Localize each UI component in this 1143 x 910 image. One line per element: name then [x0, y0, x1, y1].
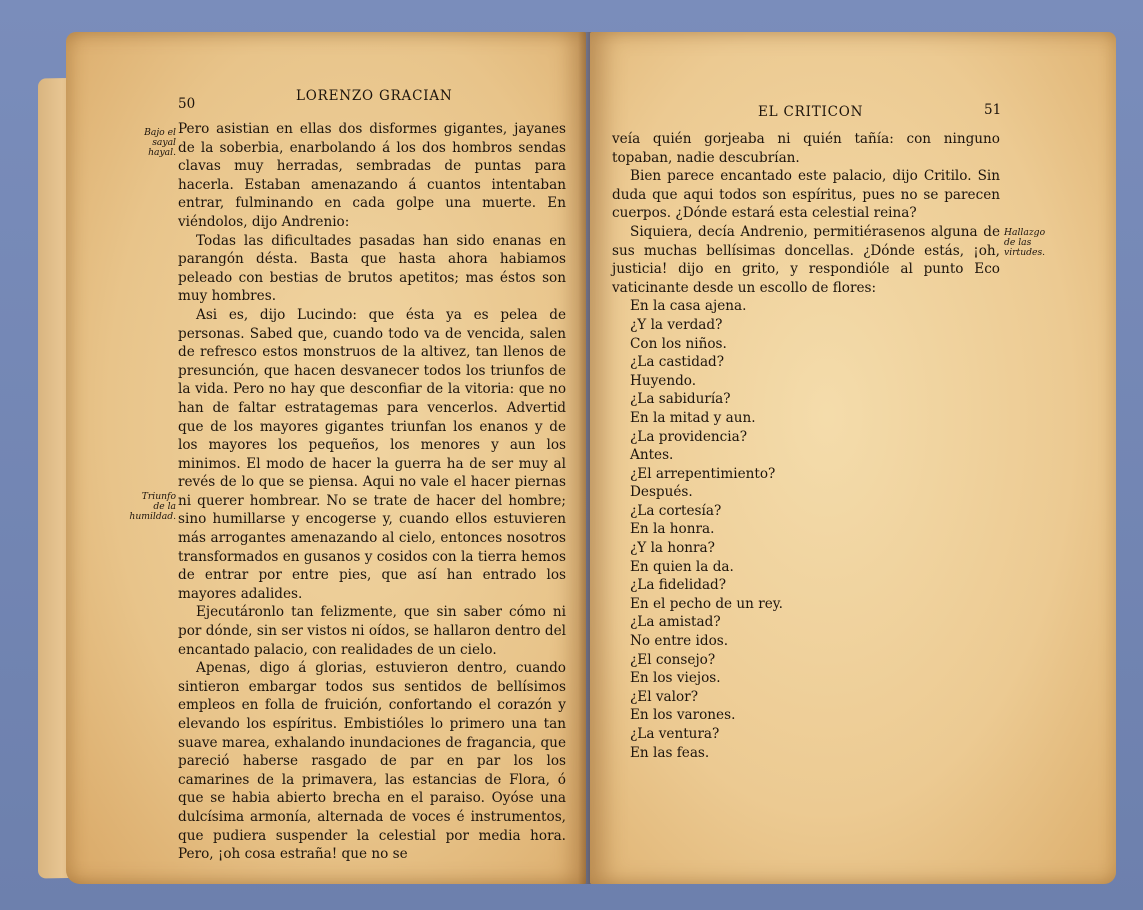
- dialog-line: En los viejos.: [630, 670, 721, 687]
- margin-note-bajo-el-sayal: Bajo el sayal hayal.: [144, 127, 176, 158]
- dialog-line: Después.: [630, 484, 693, 501]
- open-book: [18, 18, 1130, 890]
- dialog-line: ¿La ventura?: [630, 726, 720, 742]
- dialog-line: En el pecho de un rey.: [630, 595, 783, 612]
- paragraph: Asi es, dijo Lucindo: que ésta ya es pelea de personas. Sabed que, cuando todo va de vencida, salen de refresco estos monstruos de la altivez, tan llenos de presunción, que hacen desvanecer todos los triunfos de la vida. Pero no hay que desconfiar de la vitoria: que no han de faltar estratagemas para vencerlos. Advertid que de los mayores gigantes triunfan los enanos y de los mayores los pequeños, los menores y aun los minimos. El modo de hacer la guerra ha de ser muy al revés de lo que se piensa. Aqui no vale el hacer piernas ni querer hombrear. No se trate de hacer del hombre; sino humillarse y encogerse y, cuando ellos estuvieren más arrogantes amenazando al cielo, entonces nosotros transformados en gusanos y cosidos con la tierra hemos de entrar por entre pies, que así han entrado los mayores adalides.: [178, 306, 566, 602]
- right-running-head: EL CRITICON: [758, 104, 864, 120]
- paragraph: Pero asistian en ellas dos disformes gigantes, jayanes de la soberbia, enarbolando á los dos hombros sendas clavas muy herradas, sembradas de puntas para hacerla. Estaban amenazando á cuantos intentaban entrar, fulminando en cada golpe una muerte. En viéndolos, dijo Andrenio:: [178, 121, 566, 230]
- dialog-line: ¿La providencia?: [630, 428, 748, 445]
- left-page: [66, 32, 586, 884]
- dialog-line: Con los niños.: [630, 335, 727, 352]
- paragraph: Bien parece encantado este palacio, dijo Critilo. Sin duda que aqui todos son espíritus, pues no se parecen cuerpos. ¿Dónde estará esta celestial reina?: [612, 168, 1000, 222]
- dialog-line: Antes.: [630, 447, 674, 464]
- margin-note-hallazgo: Hallazgo de las virtudes.: [1004, 227, 1046, 258]
- dialog-line: En quien la da.: [630, 558, 734, 575]
- dialog-line: ¿Y la verdad?: [630, 316, 723, 333]
- dialog-line: En la mitad y aun.: [630, 409, 756, 426]
- dialog-line: Huyendo.: [630, 372, 697, 389]
- dialog-line: ¿El arrepentimiento?: [630, 465, 776, 482]
- paragraph: Ejecutáronlo tan felizmente, que sin saber cómo ni por dónde, sin ser vistos ni oídos, se hallaron dentro del encantado palacio, con realidades de un cielo.: [178, 604, 566, 658]
- dialog-line: ¿La cortesía?: [630, 502, 722, 519]
- dialog-line: ¿El valor?: [630, 688, 698, 705]
- dialog-line: En la casa ajena.: [630, 298, 747, 315]
- paragraph: Apenas, digo á glorias, estuvieron dentro, cuando sintieron embargar todos sus sentidos de bellísimos empleos en folla de fruición, confortando el corazón y elevando los espíritus. Embistióles lo primero una tan suave marea, exhalando inundaciones de fragancia, que pareció haberse rasgado de par en par los los camarines de la primavera, las estancias de Flora, ó que se habia abierto brecha en el paraiso. Oyóse una dulcísima armonía, alternada de voces é instrumentos, que pudiera suspender la celestial por media hora. Pero, ¡oh cosa estraña! que no se: [178, 660, 566, 863]
- left-page-number: 50: [178, 96, 196, 112]
- right-page: [590, 32, 1116, 884]
- paragraph: veía quién gorjeaba ni quién tañía: con ninguno topaban, nadie descubrían.: [612, 131, 1000, 166]
- dialog-line: ¿Y la honra?: [630, 540, 715, 557]
- dialog-line: ¿La fidelidad?: [630, 577, 727, 594]
- dialog-line: En la honra.: [630, 521, 715, 538]
- dialog-line: En los varones.: [630, 707, 736, 724]
- right-text-block: [612, 130, 1000, 762]
- left-text-block: [178, 120, 566, 864]
- paragraph: Siquiera, decía Andrenio, permitiérasenos alguna de sus muchas bellísimas doncellas. ¿Dónde estás, ¡oh, justicia! dijo en grito, y respondióle al punto Eco vaticinante desde un escollo de flores:: [612, 223, 1000, 296]
- margin-note-triunfo: Triunfo de la humildad.: [129, 491, 176, 522]
- dialog-line: ¿La castidad?: [630, 354, 725, 371]
- echo-dialog-list: [612, 297, 1000, 762]
- dialog-line: No entre idos.: [630, 633, 729, 650]
- dialog-line: ¿El consejo?: [630, 651, 716, 668]
- dialog-line: En las feas.: [630, 744, 710, 761]
- left-running-head: LORENZO GRACIAN: [296, 88, 453, 104]
- dialog-line: ¿La sabiduría?: [630, 391, 731, 408]
- dialog-line: ¿La amistad?: [630, 614, 721, 631]
- right-page-number: 51: [984, 102, 1002, 118]
- paragraph: Todas las dificultades pasadas han sido enanas en parangón désta. Basta que hasta ahora habiamos peleado con bestias de brutos apetitos; mas éstos son muy hombres.: [178, 232, 566, 305]
